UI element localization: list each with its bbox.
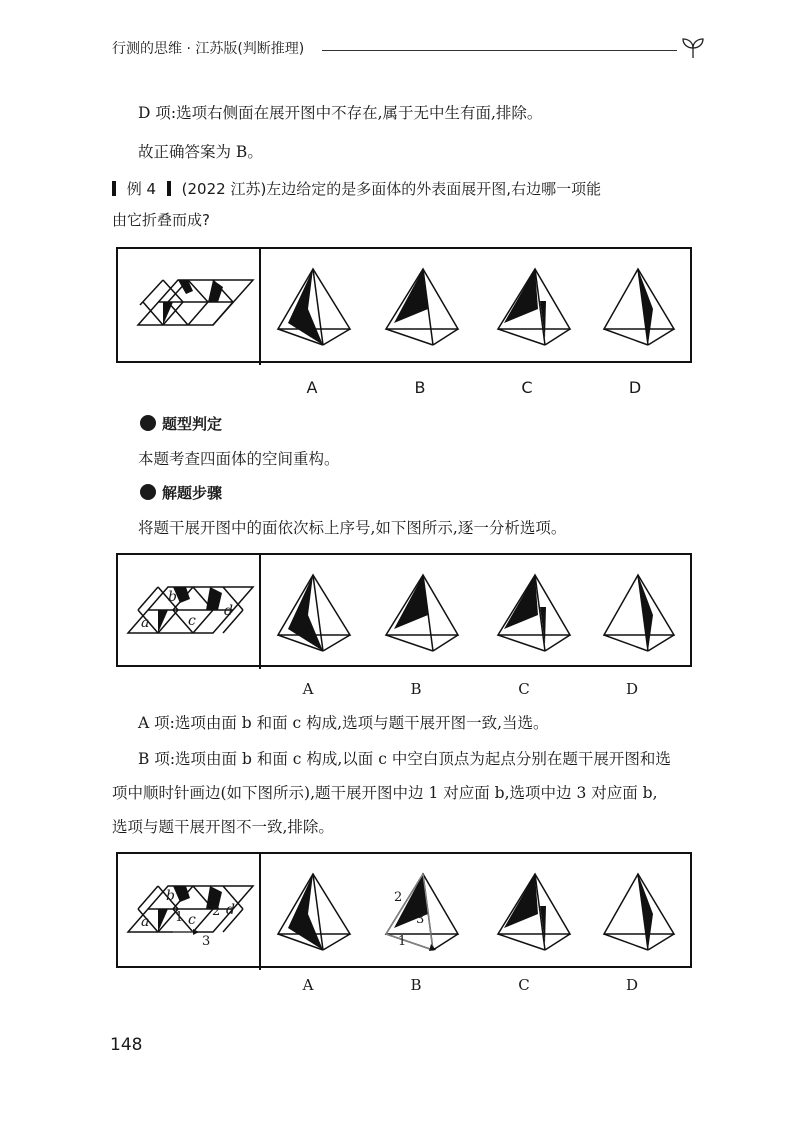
a-analysis-text: A 项:选项由面 b 和面 c 构成,选项与题干展开图一致,当选。	[138, 714, 549, 732]
fig3-option-a: A	[302, 976, 314, 994]
option-b-edge-label-3: 3	[416, 912, 425, 927]
face-label-c: c	[188, 912, 196, 928]
figure-1-drawing	[118, 249, 694, 365]
question-type-text: 本题考查四面体的空间重构。	[138, 450, 340, 468]
option-b-edge-label-1: 1	[398, 934, 407, 949]
face-label-c: c	[188, 613, 196, 629]
fig1-option-c: C	[521, 378, 533, 397]
question-type-title: 题型判定	[162, 415, 223, 433]
sprout-icon	[678, 36, 708, 60]
header-rule	[322, 50, 677, 51]
solution-text: 将题干展开图中的面依次标上序号,如下图所示,逐一分析选项。	[138, 519, 567, 537]
running-header	[112, 36, 712, 60]
fig2-option-b: B	[410, 680, 422, 698]
example-bar-left	[112, 181, 116, 196]
b-analysis-line2: 项中顺时针画边(如下图所示),题干展开图中边 1 对应面 b,选项中边 3 对应面 b,	[112, 784, 658, 802]
figure-2	[116, 553, 692, 667]
edge-label-1: 1	[175, 910, 184, 925]
fig1-option-b: B	[414, 378, 426, 397]
face-label-b: b	[168, 589, 177, 605]
fig2-option-d: D	[625, 680, 639, 698]
example-tag: 例 4	[126, 180, 157, 198]
header-title: 行测的思维 · 江苏版(判断推理)	[112, 41, 305, 57]
fig3-option-b: B	[410, 976, 422, 994]
figure-3	[116, 852, 692, 968]
face-label-d: d	[224, 603, 233, 619]
figure-3-drawing	[118, 854, 694, 970]
face-label-b: b	[166, 888, 175, 904]
solution-title: 解题步骤	[162, 484, 223, 502]
fig1-option-d: D	[628, 378, 642, 397]
d-option-text: D 项:选项右侧面在展开图中不存在,属于无中生有面,排除。	[138, 104, 543, 122]
b-analysis-line3: 选项与题干展开图不一致,排除。	[112, 818, 334, 836]
steps-icon	[140, 484, 156, 500]
example-heading	[112, 178, 601, 200]
page-number: 148	[110, 1035, 143, 1055]
figure-2-drawing	[118, 555, 694, 669]
face-label-d: d	[226, 902, 235, 918]
face-label-a: a	[141, 615, 150, 631]
example-bar-right	[167, 181, 171, 196]
example-line1: (2022 江苏)左边给定的是多面体的外表面展开图,右边哪一项能	[181, 180, 602, 198]
gear-icon	[140, 415, 156, 431]
edge-label-2: 2	[212, 904, 221, 919]
b-analysis-line1: B 项:选项由面 b 和面 c 构成,以面 c 中空白顶点为起点分别在题干展开图和选	[138, 750, 671, 768]
answer-text: 故正确答案为 B。	[138, 143, 263, 161]
fig3-option-d: D	[625, 976, 639, 994]
fig2-option-a: A	[302, 680, 314, 698]
figure-1	[116, 247, 692, 363]
fig1-option-a: A	[306, 378, 318, 397]
fig2-option-c: C	[518, 680, 530, 698]
edge-label-3: 3	[202, 934, 211, 949]
example-line2: 由它折叠而成?	[112, 211, 210, 229]
option-b-edge-label-2: 2	[394, 890, 403, 905]
face-label-a: a	[141, 914, 150, 930]
fig3-option-c: C	[518, 976, 530, 994]
